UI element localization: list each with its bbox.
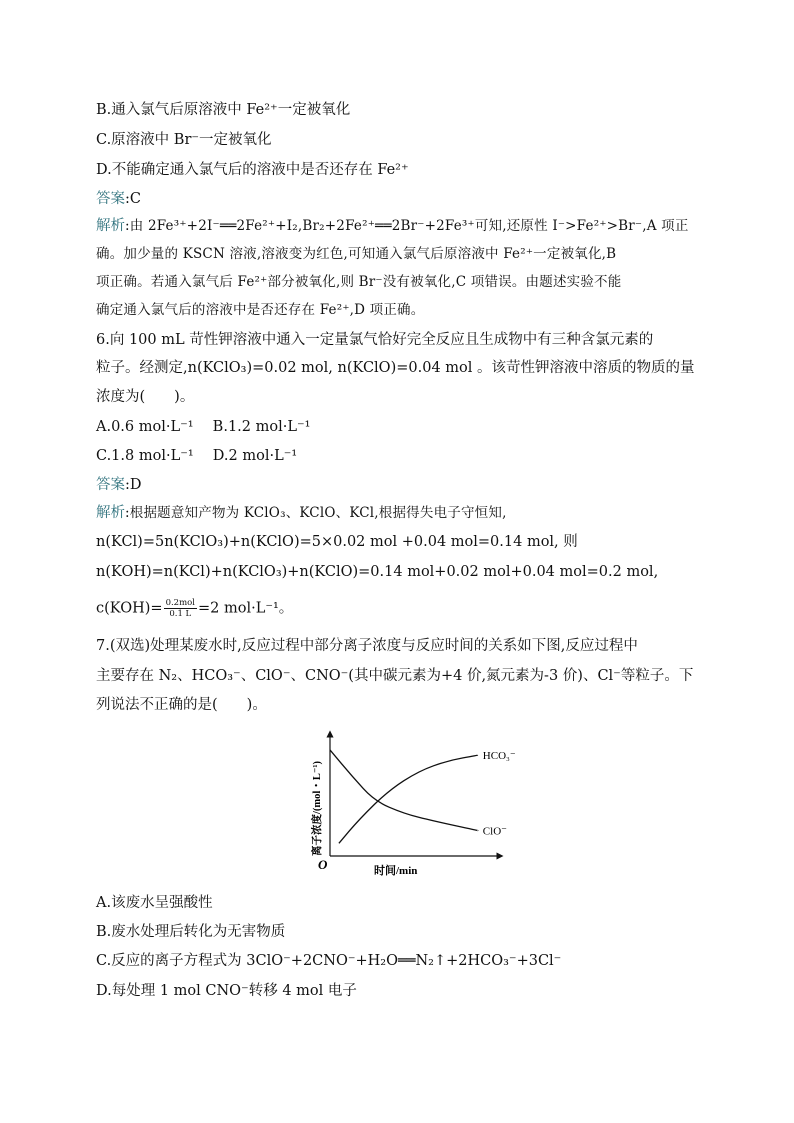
q6-options-cd: C.1.8 mol·L⁻¹ D.2 mol·L⁻¹ — [96, 448, 298, 464]
q6-stem-line-1: 6.向 100 mL 苛性钾溶液中通入一定量氯气恰好完全反应且生成物中有三种含氯元素的 — [96, 332, 654, 348]
chart-svg — [300, 728, 516, 878]
explanation-label: 解析 — [96, 505, 125, 521]
answer-value: :D — [125, 477, 142, 493]
formula-prefix: c(KOH)= — [96, 600, 163, 617]
q6-answer — [96, 475, 142, 495]
explanation-text: :由 2Fe³⁺+2I⁻══2Fe²⁺+I₂,Br₂+2Fe²⁺══2Br⁻+2Fe³⁺可知,还原性 I⁻>Fe²⁺>Br⁻,A 项正 — [125, 218, 689, 234]
q5-explanation-line-1 — [96, 216, 689, 236]
q7-option-d: D.每处理 1 mol CNO⁻转移 4 mol 电子 — [96, 983, 357, 999]
y-axis-label: 离子浓度/(mol・L⁻¹) — [312, 760, 323, 856]
q6-explanation-line-4 — [96, 598, 293, 619]
q7-option-c: C.反应的离子方程式为 3ClO⁻+2CNO⁻+H₂O══N₂↑+2HCO₃⁻+3Cl⁻ — [96, 953, 562, 969]
q5-explanation-line-3: 项正确。若通入氯气后 Fe²⁺部分被氧化,则 Br⁻没有被氧化,C 项错误。由题述实验不能 — [96, 274, 622, 290]
series-line-1 — [330, 750, 478, 831]
series-label-0: HCO₃⁻ — [482, 750, 516, 763]
series-line-0 — [339, 755, 478, 843]
answer-value: :C — [125, 191, 141, 207]
q7-option-b: B.废水处理后转化为无害物质 — [96, 924, 286, 940]
fraction-denominator: 0.1 L — [169, 609, 192, 619]
fraction — [164, 598, 197, 619]
q6-options-ab: A.0.6 mol·L⁻¹ B.1.2 mol·L⁻¹ — [96, 419, 311, 435]
q6-stem-line-3: 浓度为( )。 — [96, 389, 195, 405]
formula-suffix: =2 mol·L⁻¹。 — [197, 600, 294, 617]
q5-explanation-line-2: 确。加少量的 KSCN 溶液,溶液变为红色,可知通入氯气后原溶液中 Fe²⁺一定被氧化,B — [96, 246, 617, 262]
q7-stem-line-3: 列说法不正确的是( )。 — [96, 697, 267, 713]
q7-stem-line-1: 7.(双选)处理某废水时,反应过程中部分离子浓度与反应时间的关系如下图,反应过程中 — [96, 638, 638, 654]
explanation-text: :根据题意知产物为 KClO₃、KClO、KCl,根据得失电子守恒知, — [125, 505, 507, 521]
explanation-label: 解析 — [96, 218, 125, 234]
q6-stem-line-2: 粒子。经测定,n(KClO₃)=0.02 mol, n(KClO)=0.04 mol 。该苛性钾溶液中溶质的物质的量 — [96, 360, 695, 376]
series-group — [330, 750, 516, 843]
x-axis-label: 时间/min — [374, 865, 418, 877]
answer-label: 答案 — [96, 477, 125, 493]
q6-explanation-line-3: n(KOH)=n(KCl)+n(KClO₃)+n(KClO)=0.14 mol+0.02 mol+0.04 mol=0.2 mol, — [96, 564, 659, 580]
q5-option-c: C.原溶液中 Br⁻一定被氧化 — [96, 132, 272, 148]
q6-explanation-line-1 — [96, 503, 507, 523]
q7-option-a: A.该废水呈强酸性 — [96, 895, 213, 911]
q6-explanation-line-2: n(KCl)=5n(KClO₃)+n(KClO)=5×0.02 mol +0.04 mol=0.14 mol, 则 — [96, 534, 578, 550]
q5-answer — [96, 189, 141, 209]
concentration-time-chart — [300, 728, 516, 878]
origin-label: O — [318, 857, 328, 872]
q5-option-d: D.不能确定通入氯气后的溶液中是否还存在 Fe²⁺ — [96, 162, 409, 178]
answer-label: 答案 — [96, 191, 125, 207]
series-label-1: ClO⁻ — [482, 825, 507, 838]
fraction-numerator: 0.2mol — [165, 598, 195, 608]
q5-explanation-line-4: 确定通入氯气后的溶液中是否还存在 Fe²⁺,D 项正确。 — [96, 302, 425, 318]
q5-option-b: B.通入氯气后原溶液中 Fe²⁺一定被氧化 — [96, 102, 351, 118]
q7-stem-line-2: 主要存在 N₂、HCO₃⁻、ClO⁻、CNO⁻(其中碳元素为+4 价,氮元素为-3 价)、Cl⁻等粒子。下 — [96, 668, 694, 684]
